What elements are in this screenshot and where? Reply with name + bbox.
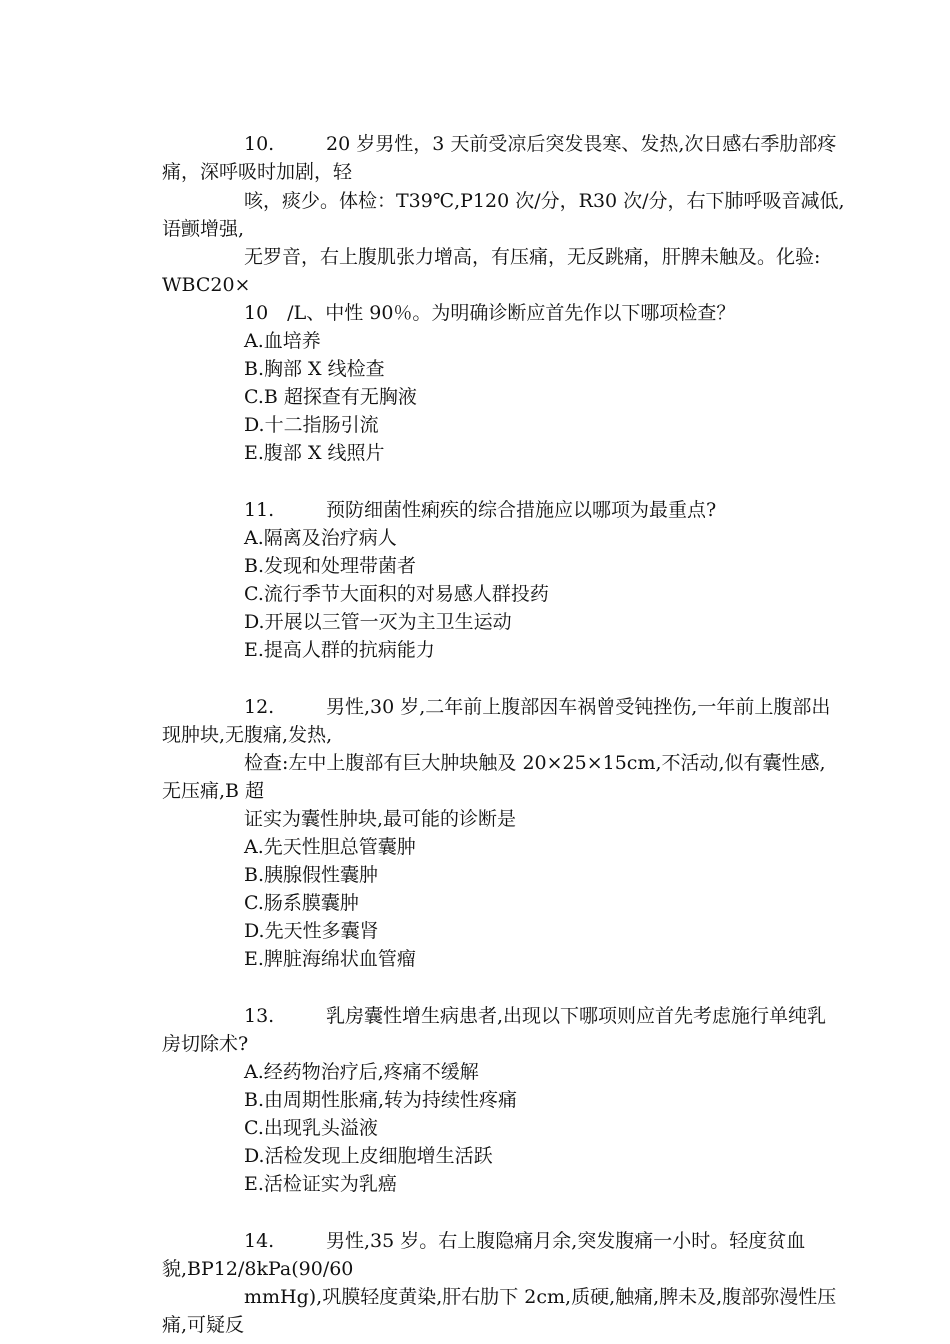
question-13-line-2: 房切除术? [162,1033,249,1055]
option-a: A.先天性胆总管囊肿 [244,836,416,858]
option-e: E.脾脏海绵状血管瘤 [244,948,416,970]
option-c: C.流行季节大面积的对易感人群投药 [244,583,549,605]
question-13-line-1 [244,1004,826,1028]
option-c: C.B 超探查有无胸液 [244,386,417,408]
question-stem-text: 乳房囊性增生病患者,出现以下哪项则应首先考虑施行单纯乳 [326,1005,827,1027]
question-10-line-7: 10 /L、中性 90％。为明确诊断应首先作以下哪项检查？ [244,302,736,324]
option-e: E.提高人群的抗病能力 [244,639,435,661]
option-b: B.胸部 X 线检查 [244,358,385,380]
question-stem-text: 预防细菌性痢疾的综合措施应以哪项为最重点? [326,499,717,521]
option-e: E.活检证实为乳癌 [244,1173,397,1195]
question-14-line-2: 貌,BP12/8kPa(90/60 [162,1258,354,1280]
option-d: D.开展以三管一灭为主卫生运动 [244,611,512,633]
option-d: D.十二指肠引流 [244,414,379,436]
question-stem-text: 20 岁男性，3 天前受凉后突发畏寒、发热,次日感右季肋部疼 [326,133,837,155]
question-12-line-5: 证实为囊性肿块,最可能的诊断是 [244,808,517,830]
question-12-line-2: 现肿块,无腹痛,发热, [162,724,333,746]
option-a: A.经药物治疗后,疼痛不缓解 [244,1061,479,1083]
question-12-line-1 [244,695,830,719]
option-c: C.肠系膜囊肿 [244,892,359,914]
option-e: E.腹部 X 线照片 [244,442,385,464]
question-14-line-3: mmHg),巩膜轻度黄染,肝右肋下 2cm,质硬,触痛,脾未及,腹部弥漫性压 [244,1286,837,1308]
option-d: D.先天性多囊肾 [244,920,379,942]
question-10-line-4: 语颤增强, [162,218,245,240]
question-number: 11. [244,499,275,521]
question-number: 10. [244,133,275,155]
question-10-line-1 [244,132,836,156]
question-number: 13. [244,1005,275,1027]
option-a: A.隔离及治疗病人 [244,527,397,549]
question-12-line-3: 检查:左中上腹部有巨大肿块触及 20×25×15cm,不活动,似有囊性感, [244,752,826,774]
question-10-line-6: WBC20× [162,274,251,296]
option-a: A.血培养 [244,330,321,352]
question-11-line-1 [244,498,716,522]
question-number: 14. [244,1230,275,1252]
question-number: 12. [244,696,275,718]
question-14-line-4: 痛,可疑反 [162,1314,245,1336]
option-b: B.发现和处理带菌者 [244,555,417,577]
option-c: C.出现乳头溢液 [244,1117,378,1139]
question-12-line-4: 无压痛,B 超 [162,780,265,802]
question-14-line-1 [244,1229,805,1253]
option-b: B.胰腺假性囊肿 [244,864,379,886]
question-10-line-5: 无罗音，右上腹肌张力增高，有压痛，无反跳痛，肝脾未触及。化验: [244,246,821,268]
question-10-line-3: 咳，痰少。体检：T39℃,P120 次/分，R30 次/分，右下肺呼吸音减低, [244,190,845,212]
question-stem-text: 男性,30 岁,二年前上腹部因车祸曾受钝挫伤,一年前上腹部出 [326,696,831,718]
question-stem-text: 男性,35 岁。右上腹隐痛月余,突发腹痛一小时。轻度贫血 [326,1230,806,1252]
question-10-line-2: 痛，深呼吸时加剧，轻 [162,161,353,183]
option-d: D.活检发现上皮细胞增生活跃 [244,1145,493,1167]
option-b: B.由周期性胀痛,转为持续性疼痛 [244,1089,518,1111]
